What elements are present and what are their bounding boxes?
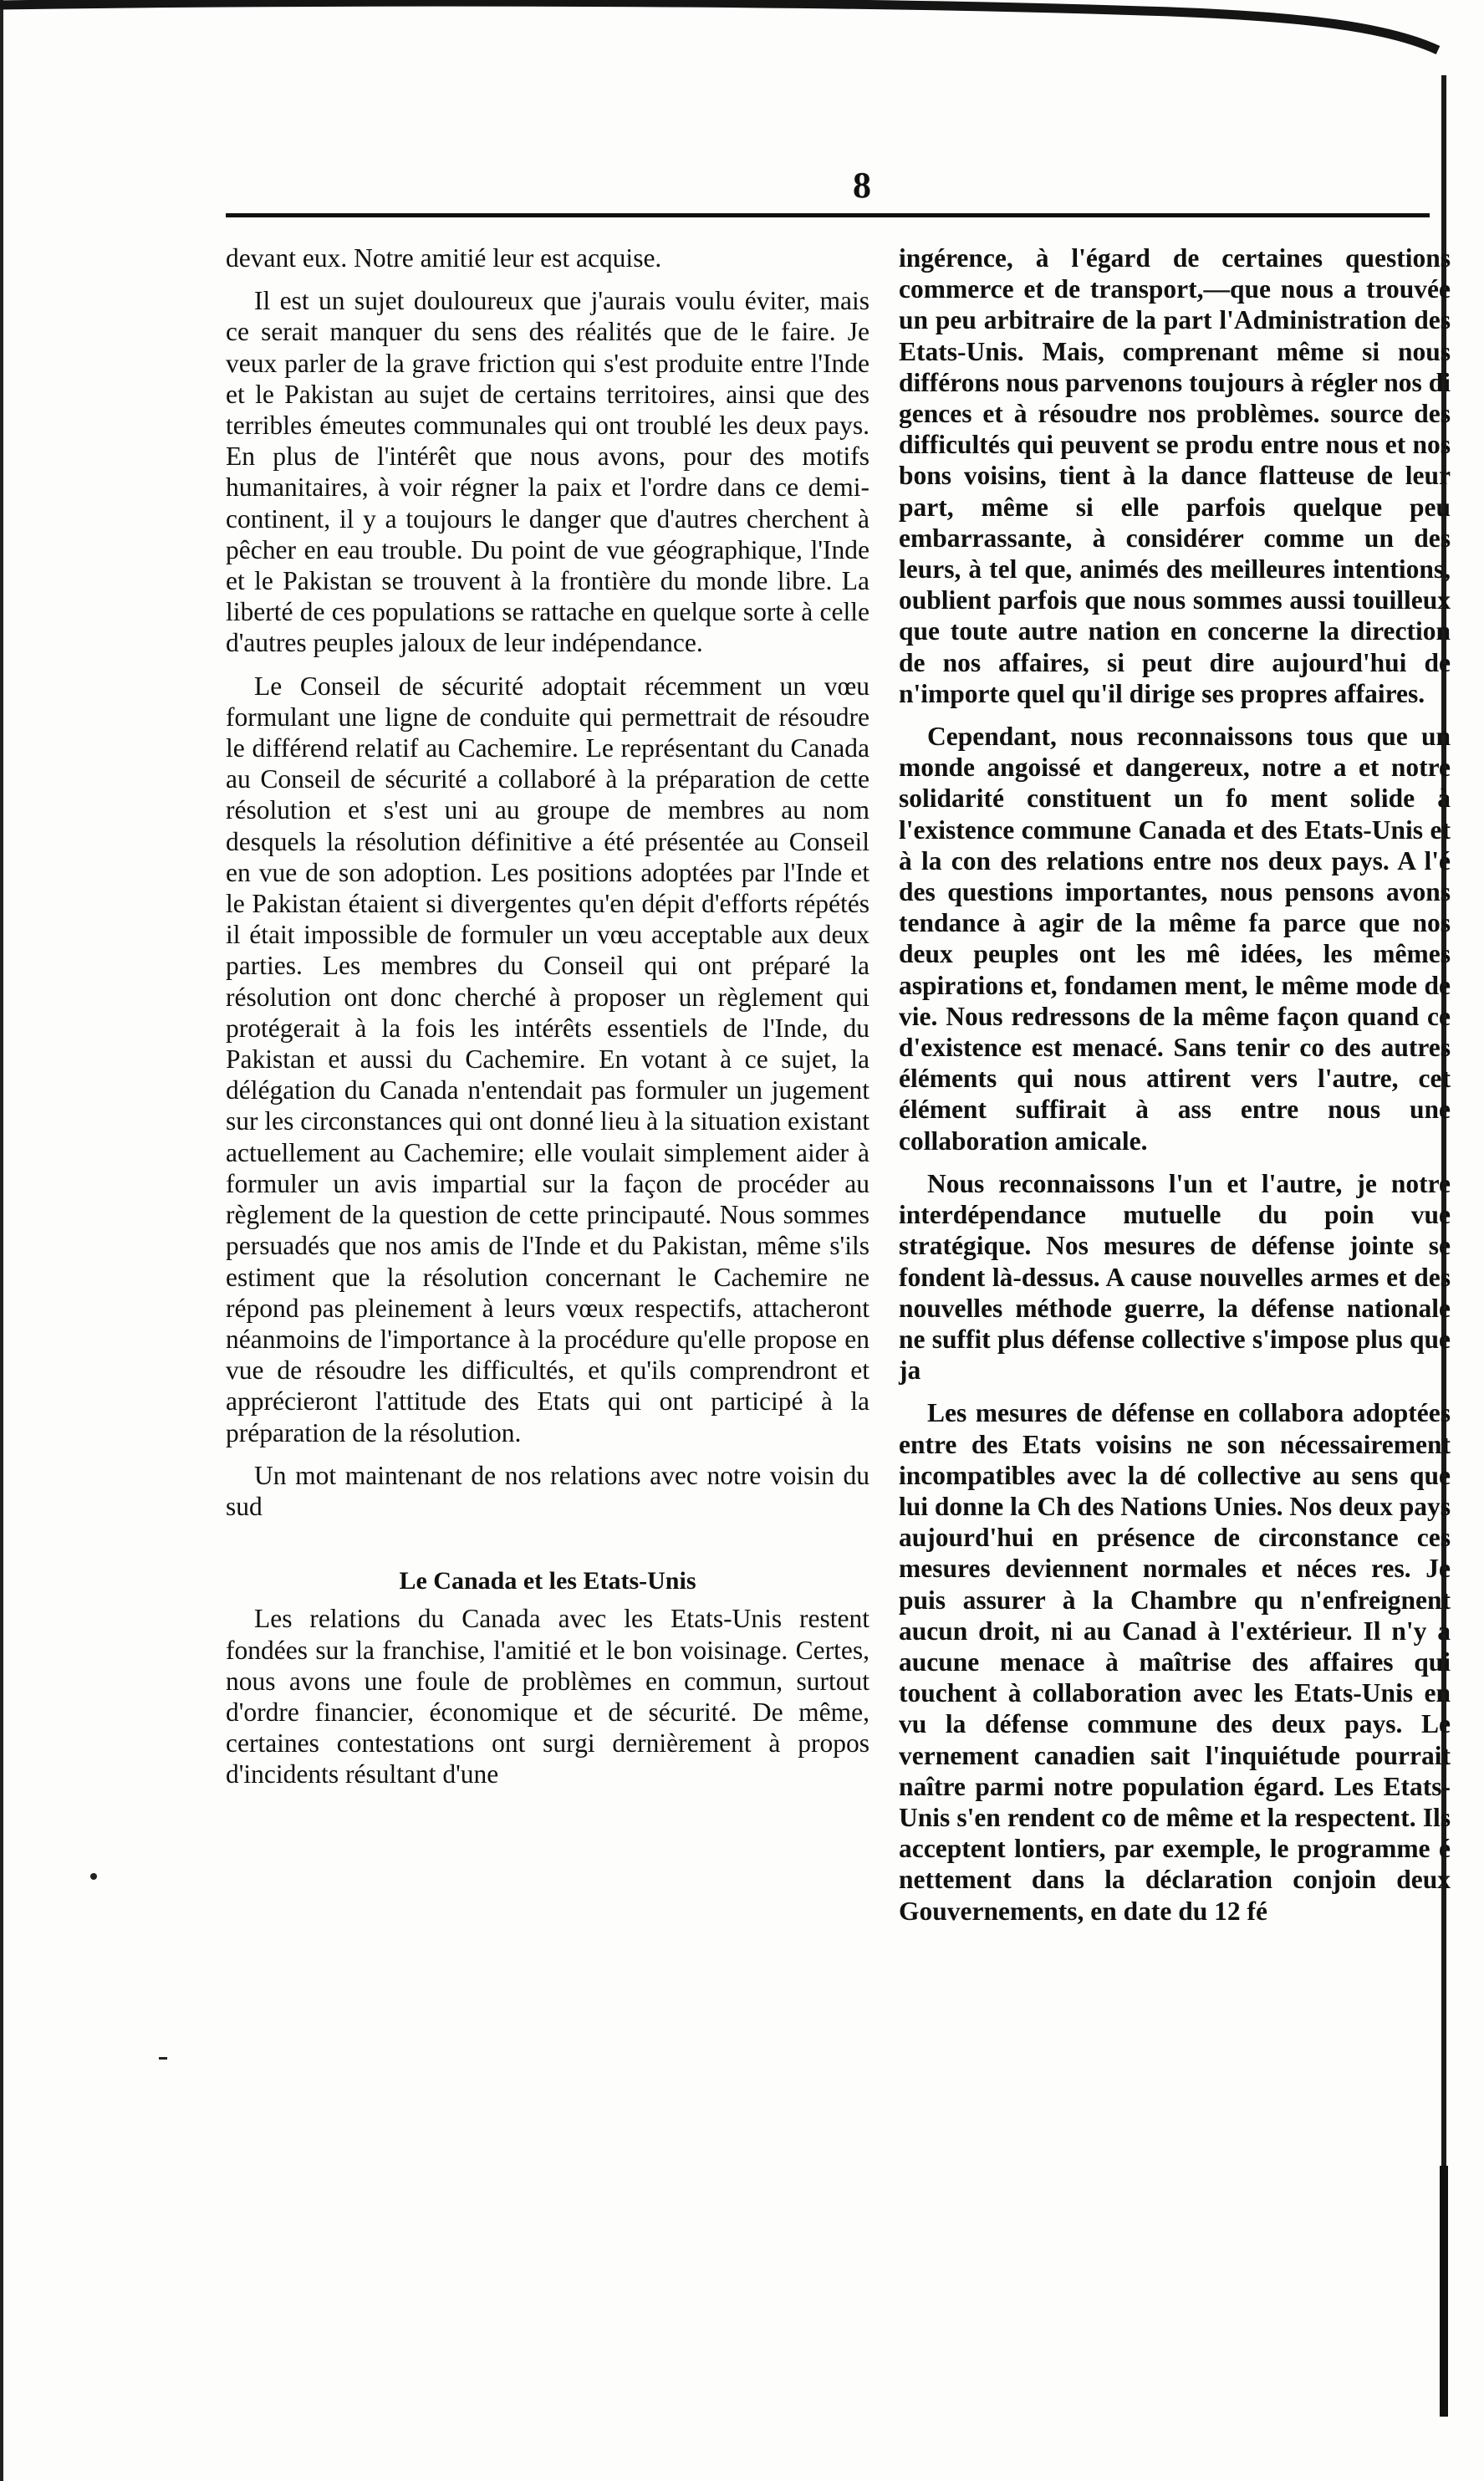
scan-top-curve [0, 0, 1484, 75]
scan-speck [159, 2057, 167, 2060]
paragraph: Cependant, nous reconnaissons tous que un monde angoissé et dangereux, notre a et notre solidarité constituent un fo ment solide à l'existence commune Canada et des Etats-Unis et à la con des relations entre nos deux pays. A l'é des questions importantes, nous pensons avons tendance à agir de la même fa parce que nos deux peuples ont les mê idées, les mêmes aspirations et, fondamen ment, le même mode de vie. Nous redressons de la même façon quand ce d'existence est menacé. Sans tenir co des autres éléments qui nous attirent vers l'autre, cet élément suffirait à ass entre nous une collaboration amicale. [899, 722, 1451, 1156]
scan-speck [90, 1873, 97, 1880]
paragraph: Les relations du Canada avec les Etats-Unis restent fondées sur la franchise, l'amitié et le bon voisinage. Certes, nous avons une foule de problèmes en commun, surtout d'ordre financier, économique et de sécurité. De même, certaines contestations ont surgi dernièrement à propos d'incidents résultant d'une [226, 1604, 869, 1789]
paragraph: ingérence, à l'égard de certaines questions commerce et de transport,—que nous a trouvée un peu arbitraire de la part l'Administration des Etats-Unis. Mais, comprenant même si nous différons nous parvenons toujours à régler nos di gences et à résoudre nos problèmes. source des difficultés qui peuvent se produ entre nous et nos bons voisins, tient à la dance flatteuse de leur part, même si elle parfois quelque peu embarrassante, à considérer comme un des leurs, à tel que, animés des meilleures intentions, oublient parfois que nous sommes aussi touilleux que toute autre nation en concerne la direction de nos affaires, si peut dire aujourd'hui de n'importe quel qu'il dirige ses propres affaires. [899, 243, 1451, 708]
paragraph: devant eux. Notre amitié leur est acquise. [226, 243, 662, 273]
right-column [899, 242, 1451, 1938]
left-column [226, 242, 869, 1802]
paragraph: Les mesures de défense en collabora adoptées entre des Etats voisins ne son nécessairement incompatibles avec la dé collective au sens que lui donne la Ch des Nations Unies. Nos deux pays aujourd'hui en présence de circonstance ces mesures deviennent normales et néces res. Je puis assurer à la Chambre qu n'enfreignent aucun droit, ni au Canad à l'extérieur. Il n'y a aucune menace à maîtrise des affaires qui touchent à collaboration avec les Etats-Unis en vu la défense commune des deux pays. Le vernement canadien sait l'inquiétude pourrait naître parmi notre population égard. Les Etats-Unis s'en rendent co de même et la respectent. Ils acceptent lontiers, par exemple, le programme é nettement dans la déclaration conjoin deux Gouvernements, en date du 12 fé [899, 1398, 1451, 1926]
scan-left-border [0, 0, 3, 2481]
paragraph: Il est un sujet douloureux que j'aurais voulu éviter, mais ce serait manquer du sens des réalités que de le faire. Je veux parler de la grave friction qui s'est produite entre l'Inde et le Pakistan au sujet de certains territoires, ainsi que des terribles émeutes communales qui ont troublé les deux pays. En plus de l'intérêt que nous avons, pour des motifs humanitaires, à voir régner la paix et l'ordre dans ce demi-continent, il y a toujours le danger que d'autres cherchent à pêcher en eau trouble. Du point de vue géographique, l'Inde et le Pakistan se trouvent à la frontière du monde libre. La liberté de ces populations se rattache en quelque sorte à celle d'autres peuples jaloux de leur indépendance. [226, 286, 869, 658]
paragraph: Un mot maintenant de nos relations avec notre voisin du sud [226, 1460, 869, 1521]
section-heading: Le Canada et les Etats-Unis [399, 1567, 696, 1595]
paragraph: Nous reconnaissons l'un et l'autre, je notre interdépendance mutuelle du poin vue stratégique. Nos mesures de défense jointe se fondent là-dessus. A cause nouvelles armes et des nouvelles méthode guerre, la défense nationale ne suffit plus défense collective s'impose plus que ja [899, 1168, 1451, 1386]
header-rule [226, 213, 1430, 217]
page-number: 8 [853, 165, 871, 206]
paragraph: Le Conseil de sécurité adoptait récemment un vœu formulant une ligne de conduite qui permettrait de résoudre le différend relatif au Cachemire. Le représentant du Canada au Conseil de sécurité a collaboré à la préparation de cette résolution et s'est uni au groupe de membres au nom desquels la résolution définitive a été présentée au Conseil en vue de son adoption. Les positions adoptées par l'Inde et le Pakistan étaient si divergentes qu'en dépit d'efforts répétés il était impossible de formuler un vœu acceptable aux deux parties. Les membres du Conseil qui ont préparé la résolution ont donc cherché à proposer un règlement qui protégerait à la fois les intérêts essentiels de l'Inde, du Pakistan et aussi du Cachemire. En votant à ce sujet, la délégation du Canada n'entendait pas formuler un jugement sur les circonstances qui ont donné lieu à la situation existant actuellement au Cachemire; elle voulait simplement aider à formuler un avis impartial sur la façon de procéder au règlement de la question de cette principauté. Nous sommes persuadés que nos amis de l'Inde et du Pakistan, même s'ils estiment que la résolution concernant le Cachemire ne répond pas pleinement à leurs vœux respectifs, attacheront néanmoins de l'importance à la procédure qu'elle propose en vue de résoudre les difficultés, et qu'ils comprendront et apprécieront l'attitude des Etats qui ont participé à la préparation de la résolution. [226, 671, 869, 1447]
